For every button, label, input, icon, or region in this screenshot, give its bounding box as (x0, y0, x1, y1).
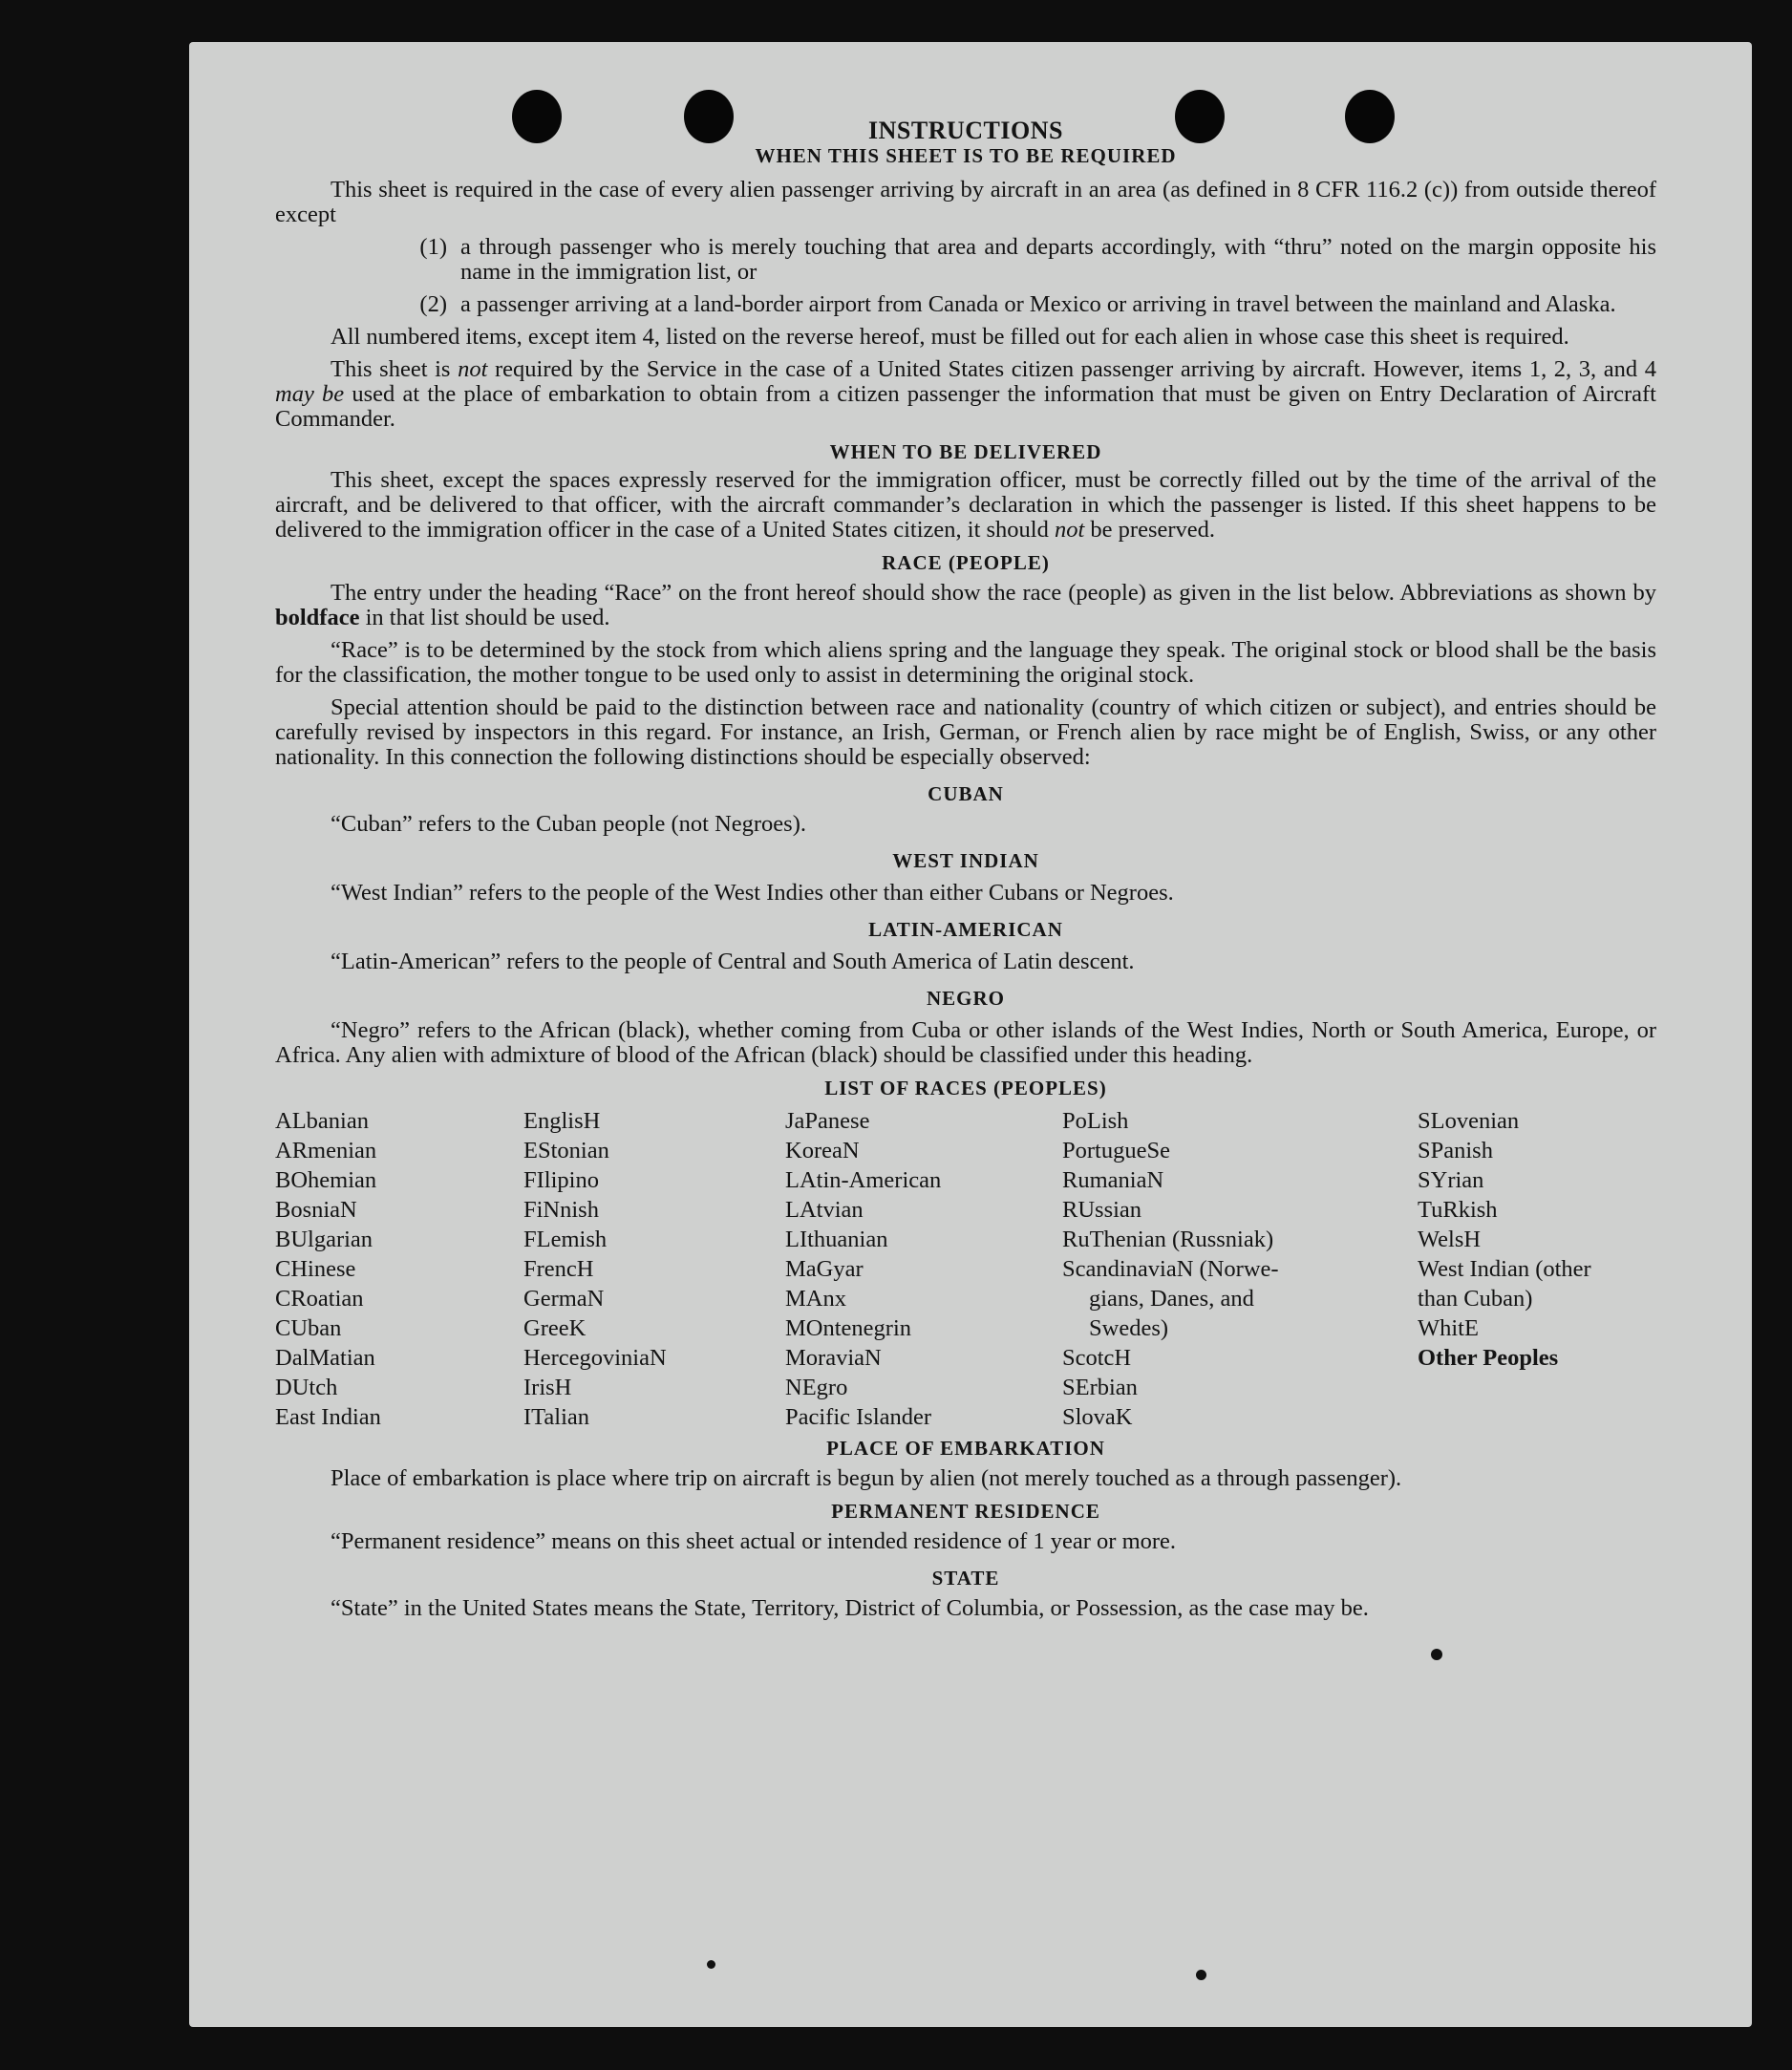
section-heading: WHEN THIS SHEET IS TO BE REQUIRED (755, 144, 1177, 167)
section-heading: NEGRO (926, 987, 1005, 1010)
race-entry: LIthuanian (785, 1227, 888, 1252)
race-entry: Other Peoples (1418, 1345, 1559, 1371)
race-entry: PoLish (1062, 1108, 1129, 1134)
race-entry: LAtvian (785, 1197, 864, 1223)
paragraph: “Negro” refers to the African (black), whether coming from Cuba or other islands of the West Indies, North or South America, Europe, or Africa. Any alien with admixture of blood of the African (black) should be classified under this heading. (275, 1017, 1656, 1068)
race-entry: GreeK (523, 1315, 587, 1341)
definition: “Cuban” refers to the Cuban people (not Negroes). (331, 811, 806, 837)
race-entry: DalMatian (275, 1345, 375, 1371)
race-entry: CRoatian (275, 1286, 364, 1312)
race-entry: SLovenian (1418, 1108, 1520, 1134)
paragraph: “Race” is to be determined by the stock from which aliens spring and the language they speak. The original stock or blood shall be the basis for the classification, the mother tongue to be used only to assist in determining the original stock. (275, 637, 1656, 688)
race-entry: SErbian (1062, 1375, 1138, 1400)
race-entry: SlovaK (1062, 1404, 1133, 1430)
race-entry: GermaN (523, 1286, 605, 1312)
item-number: (1) (419, 234, 447, 260)
race-entry: EStonian (523, 1138, 609, 1163)
race-entry: ScotcH (1062, 1345, 1132, 1371)
race-entry: KoreaN (785, 1138, 860, 1163)
race-entry: WelsH (1418, 1227, 1482, 1252)
race-entry: Swedes) (1089, 1315, 1169, 1341)
race-entry: MaGyar (785, 1256, 864, 1282)
race-entry: West Indian (other (1418, 1256, 1591, 1282)
item-text: a through passenger who is merely touching that area and departs accordingly, with “thru” noted on the margin opposite his name in the immigration list, or (460, 234, 1656, 285)
definition: “Latin-American” refers to the people of Central and South America of Latin descent. (331, 949, 1135, 974)
paragraph: “State” in the United States means the State, Territory, District of Columbia, or Possession, as the case may be. (331, 1595, 1369, 1621)
race-column (1418, 1106, 1656, 1432)
section-heading: LIST OF RACES (PEOPLES) (824, 1077, 1107, 1099)
item-number: (2) (419, 291, 447, 317)
race-entry: WhitE (1418, 1315, 1479, 1341)
race-entry: CHinese (275, 1256, 356, 1282)
section-heading: PLACE OF EMBARKATION (826, 1437, 1105, 1460)
race-entry: FLemish (523, 1227, 608, 1252)
race-entry: LAtin-American (785, 1167, 942, 1193)
race-entry: ALbanian (275, 1108, 369, 1134)
section-heading: STATE (931, 1567, 1000, 1590)
paragraph: The entry under the heading “Race” on the front hereof should show the race (people) as given in the list below. Abbreviations as shown by boldface in that list should be used. (275, 580, 1656, 630)
race-entry: BOhemian (275, 1167, 377, 1193)
race-entry: ITalian (523, 1404, 590, 1430)
race-entry: PortugueSe (1062, 1138, 1170, 1163)
race-entry: EnglisH (523, 1108, 601, 1134)
race-entry: ScandinaviaN (Norwe- (1062, 1256, 1279, 1282)
race-entry: BosniaN (275, 1197, 357, 1223)
section-heading: RACE (PEOPLE) (882, 551, 1050, 574)
race-entry: NEgro (785, 1375, 848, 1400)
race-entry: RumaniaN (1062, 1167, 1164, 1193)
paragraph: This sheet, except the spaces expressly reserved for the immigration officer, must be correctly filled out by the time of the arrival of the aircraft, and be delivered to that officer, with the aircraft commander’s declaration in which the passenger is listed. If this sheet happens to be delivered to the immigration officer in the case of a United States citizen, it should not be preserved. (275, 467, 1656, 543)
instructions-content (275, 118, 1656, 1629)
race-list (275, 1106, 1656, 1432)
race-entry: ARmenian (275, 1138, 377, 1163)
race-entry: MOntenegrin (785, 1315, 911, 1341)
section-heading: PERMANENT RESIDENCE (831, 1500, 1100, 1523)
race-entry: IrisH (523, 1375, 572, 1400)
race-entry: HercegoviniaN (523, 1345, 667, 1371)
paragraph: Special attention should be paid to the distinction between race and nationality (country of which citizen or subject), and entries should be carefully revised by inspectors in this regard. For instance, an Irish, German, or French alien by race might be of English, Swiss, or any other nationality. In this connection the following distinctions should be especially observed: (275, 694, 1656, 770)
race-column (275, 1106, 523, 1432)
paragraph: “Permanent residence” means on this sheet actual or intended residence of 1 year or more. (331, 1528, 1177, 1554)
race-column (785, 1106, 1062, 1432)
section-heading: WEST INDIAN (892, 849, 1039, 872)
paragraph: This sheet is required in the case of every alien passenger arriving by aircraft in an area (as defined in 8 CFR 116.2 (c)) from outside thereof except (275, 177, 1656, 227)
race-entry: CUban (275, 1315, 342, 1341)
race-entry: BUlgarian (275, 1227, 373, 1252)
list-item (275, 292, 1656, 317)
race-column (523, 1106, 785, 1432)
ink-spot (1196, 1970, 1206, 1980)
race-entry: JaPanese (785, 1108, 870, 1134)
race-entry: FiNnish (523, 1197, 599, 1223)
race-entry: FIlipino (523, 1167, 599, 1193)
race-entry: TuRkish (1418, 1197, 1498, 1223)
race-entry: FrencH (523, 1256, 594, 1282)
section-heading: LATIN-AMERICAN (868, 918, 1063, 941)
race-entry: RUssian (1062, 1197, 1142, 1223)
list-item (275, 235, 1656, 285)
race-entry: RuThenian (Russniak) (1062, 1227, 1274, 1252)
item-text: a passenger arriving at a land-border airport from Canada or Mexico or arriving in travel between the mainland and Alaska. (460, 291, 1616, 317)
race-entry: DUtch (275, 1375, 338, 1400)
paragraph: Place of embarkation is place where trip on aircraft is begun by alien (not merely touched as a through passenger). (331, 1465, 1402, 1491)
page-title: INSTRUCTIONS (868, 117, 1063, 144)
paragraph: All numbered items, except item 4, listed on the reverse hereof, must be filled out for each alien in whose case this sheet is required. (331, 324, 1569, 350)
race-entry: MAnx (785, 1286, 846, 1312)
section-heading: WHEN TO BE DELIVERED (829, 440, 1102, 463)
race-column (1062, 1106, 1418, 1432)
race-entry: MoraviaN (785, 1345, 882, 1371)
race-entry: gians, Danes, and (1089, 1286, 1254, 1312)
race-entry: East Indian (275, 1404, 381, 1430)
section-heading: CUBAN (928, 782, 1004, 805)
document-sheet (189, 42, 1752, 2027)
race-entry: than Cuban) (1418, 1286, 1533, 1312)
race-entry: SYrian (1418, 1167, 1484, 1193)
race-entry: Pacific Islander (785, 1404, 932, 1430)
ink-spot (707, 1960, 715, 1969)
paragraph: This sheet is not required by the Service in the case of a United States citizen passenger arriving by aircraft. However, items 1, 2, 3, and 4 may be used at the place of embarkation to obtain from a citizen passenger the information that must be given on Entry Declaration of Aircraft Commander. (275, 356, 1656, 432)
definition: “West Indian” refers to the people of the West Indies other than either Cubans or Negroes. (331, 880, 1174, 906)
ink-spot (1431, 1649, 1442, 1660)
race-entry: SPanish (1418, 1138, 1493, 1163)
